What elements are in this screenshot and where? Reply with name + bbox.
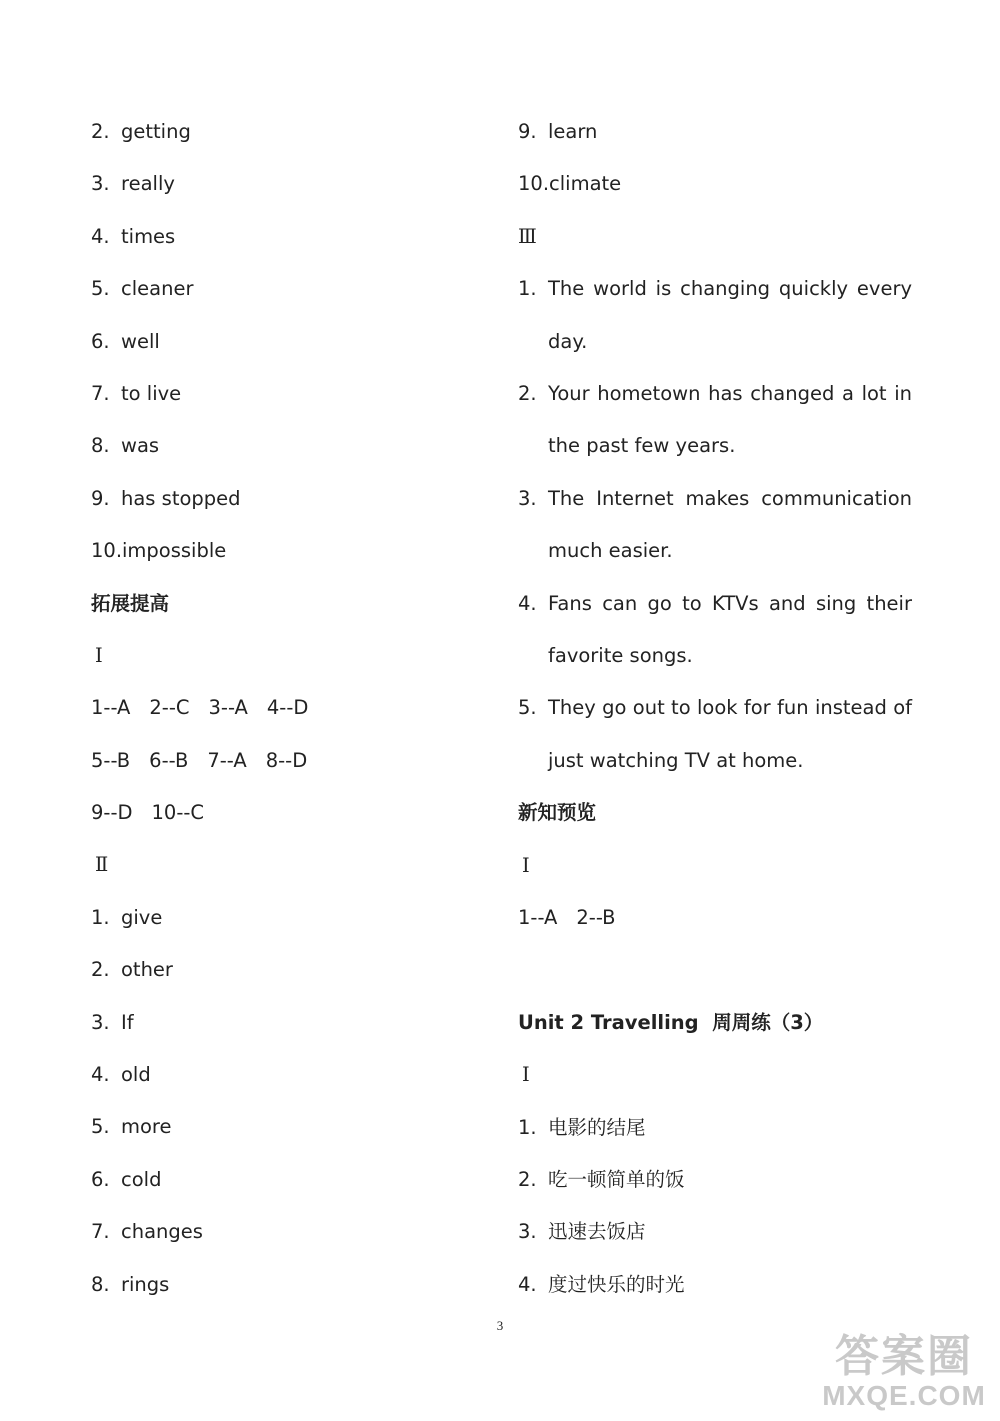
- answer-line: 8. rings: [91, 1272, 170, 1296]
- answer-line: 10.climate: [518, 172, 622, 196]
- page-number: 3: [496, 1318, 504, 1333]
- mc-answer-row: [518, 892, 912, 944]
- preview-heading: 新知预览: [518, 801, 597, 825]
- mc-answer: 5--B: [91, 748, 131, 772]
- answer-line: 8. was: [91, 434, 160, 458]
- mc-answer-row: [91, 682, 491, 734]
- mc-answer: 2--B: [576, 905, 616, 929]
- sentence-answer: 1. The world is changing quickly every day.: [518, 277, 912, 353]
- unit-heading: Unit 2 Travelling 周周练（3）: [518, 1010, 824, 1034]
- watermark-logo: [816, 1333, 992, 1415]
- answer-line: 5. more: [91, 1115, 172, 1139]
- sentence-answer: 4. Fans can go to KTVs and sing their favorite songs.: [518, 591, 912, 667]
- sentence-answer: 2. Your hometown has changed a lot in the past few years.: [518, 381, 912, 458]
- watermark-bottom: MXQE.COM: [822, 1380, 986, 1411]
- answer-line: 10.impossible: [91, 539, 227, 563]
- section-marker: Ⅱ: [95, 853, 109, 877]
- answer-line: 5. cleaner: [91, 277, 194, 301]
- section-marker: Ⅰ: [95, 643, 103, 667]
- answer-line: 1. 电影的结尾: [518, 1115, 646, 1139]
- mc-answer: 9--D: [91, 801, 133, 825]
- answer-line: 9. has stopped: [91, 486, 241, 510]
- sentence-answer: 3. The Internet makes communication much easier.: [518, 486, 912, 563]
- answer-line: 3. really: [91, 172, 175, 196]
- mc-answer: 8--D: [265, 748, 308, 772]
- answer-line: 2. other: [91, 958, 173, 982]
- mc-answer: 3--A: [208, 696, 248, 720]
- section-marker: Ⅰ: [522, 1063, 530, 1087]
- mc-answer: 7--A: [207, 748, 247, 772]
- answer-line: 4. old: [91, 1063, 151, 1087]
- extension-heading: 拓展提高: [91, 591, 170, 615]
- mc-answer: 4--D: [266, 696, 309, 720]
- section-marker: Ⅲ: [518, 224, 537, 248]
- mc-answer-row: [91, 787, 491, 839]
- answer-line: 9. learn: [518, 120, 598, 143]
- answer-line: 3. 迅速去饭店: [518, 1220, 646, 1244]
- mc-answer-row: [91, 735, 491, 787]
- left-column: [91, 106, 491, 1311]
- section-marker: Ⅰ: [522, 853, 530, 877]
- answer-line: 2. 吃一顿简单的饭: [518, 1167, 685, 1191]
- answer-line: 2. getting: [91, 120, 191, 143]
- sentence-answer: 5. They go out to look for fun instead of just watching TV at home.: [518, 696, 912, 772]
- answer-line: 3. If: [91, 1010, 134, 1034]
- answer-line: 4. 度过快乐的时光: [518, 1272, 685, 1296]
- answer-line: 4. times: [91, 224, 176, 248]
- watermark-top: 答案圈: [835, 1332, 973, 1381]
- mc-answer: 6--B: [149, 748, 189, 772]
- mc-answer: 10--C: [151, 801, 205, 825]
- spacer: [518, 944, 912, 996]
- answer-line: 1. give: [91, 905, 163, 929]
- mc-answer: 2--C: [149, 696, 190, 720]
- answer-line: 7. changes: [91, 1220, 203, 1244]
- right-column: [518, 106, 912, 1311]
- answer-line: 6. well: [91, 329, 160, 353]
- answer-line: 7. to live: [91, 381, 182, 405]
- mc-answer: 1--A: [91, 696, 131, 720]
- mc-answer: 1--A: [518, 905, 558, 929]
- answer-line: 6. cold: [91, 1167, 162, 1191]
